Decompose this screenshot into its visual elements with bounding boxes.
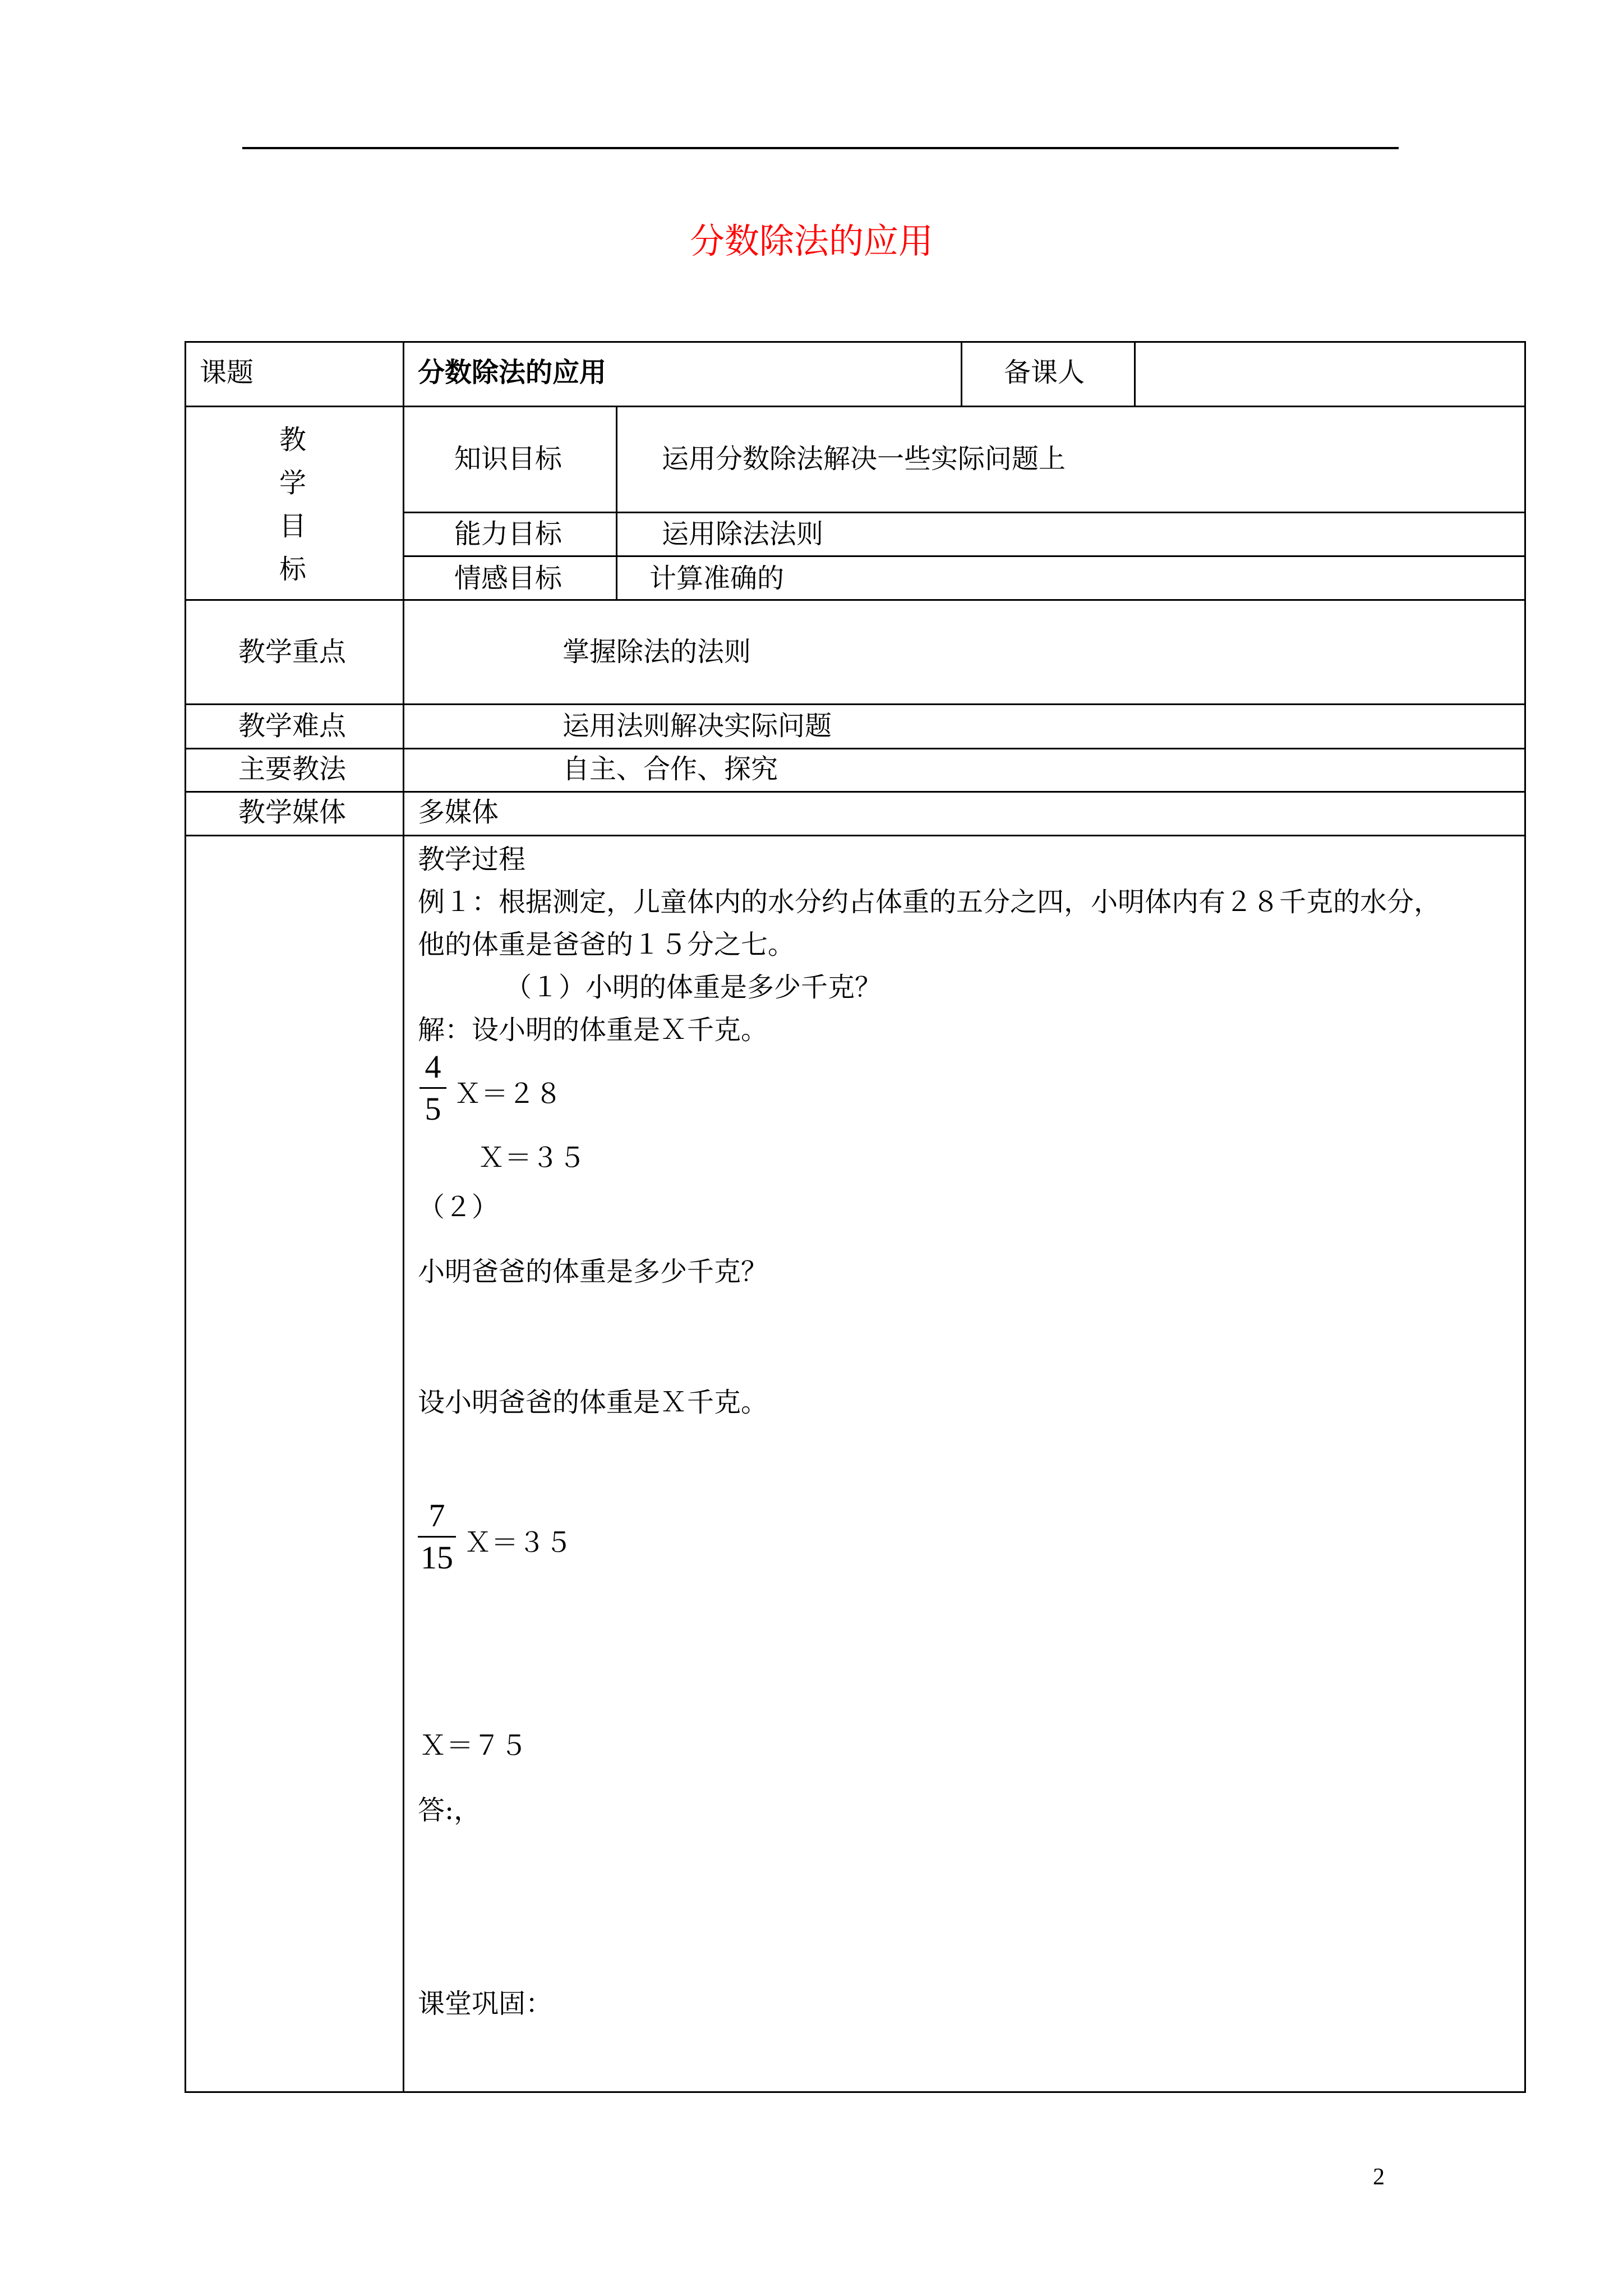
difficulty-label: 教学难点 [238, 710, 347, 742]
process-heading: 教学过程 [418, 844, 526, 875]
topic-label: 课题 [200, 357, 254, 388]
key-point-value: 掌握除法的法则 [562, 636, 751, 668]
solution-intro: 解：设小明的体重是Ｘ千克。 [418, 1014, 768, 1046]
goal-label: 情感目标 [454, 563, 562, 594]
difficulty-value: 运用法则解决实际问题 [562, 710, 832, 742]
goal-value: 运用除法法则 [662, 518, 824, 550]
fraction-numerator: 4 [425, 1048, 441, 1085]
goal-label: 能力目标 [454, 518, 562, 550]
question-2: 小明爸爸的体重是多少千克？ [418, 1256, 768, 1287]
goals-label-char: 学 [279, 467, 307, 499]
equation-1: Ｘ＝２８ [454, 1078, 562, 1110]
fraction-7-15 [418, 1498, 456, 1576]
fraction-denominator: 5 [425, 1091, 441, 1127]
key-point-label: 教学重点 [238, 636, 347, 668]
practice-heading: 课堂巩固： [418, 1988, 553, 2019]
page-number: 2 [1373, 2164, 1385, 2190]
example-line-1: 例１：根据测定，儿童体内的水分约占体重的五分之四，小明体内有２８千克的水分， [418, 886, 1441, 918]
preparer-label: 备课人 [1004, 357, 1085, 388]
methods-label: 主要教法 [238, 753, 347, 785]
header-rule [242, 147, 1399, 149]
result-2: Ｘ＝７５ [419, 1730, 528, 1761]
media-value: 多媒体 [418, 797, 499, 828]
let-statement-2: 设小明爸爸的体重是Ｘ千克。 [418, 1387, 768, 1418]
goals-label-char: 教 [279, 424, 307, 455]
media-label: 教学媒体 [238, 797, 347, 828]
question-1: （１）小明的体重是多少千克？ [505, 972, 882, 1003]
methods-value: 自主、合作、探究 [562, 753, 778, 785]
topic-value: 分数除法的应用 [418, 357, 607, 388]
equation-2: Ｘ＝３５ [464, 1527, 573, 1558]
goal-value: 运用分数除法解决一些实际问题上 [662, 443, 1066, 475]
result-1: Ｘ＝３５ [478, 1142, 586, 1174]
goals-label-char: 目 [279, 510, 307, 542]
example-line-2: 他的体重是爸爸的１５分之七。 [418, 929, 795, 960]
fraction-4-5 [419, 1049, 446, 1127]
answer-line: 答:， [418, 1795, 481, 1826]
goal-value: 计算准确的 [649, 563, 785, 594]
fraction-denominator: 15 [421, 1539, 453, 1576]
goal-label: 知识目标 [454, 443, 562, 475]
question-2-mark: （２） [418, 1191, 499, 1223]
page-title: 分数除法的应用 [689, 220, 933, 261]
fraction-numerator: 7 [428, 1497, 445, 1534]
goals-label-char: 标 [279, 554, 307, 585]
